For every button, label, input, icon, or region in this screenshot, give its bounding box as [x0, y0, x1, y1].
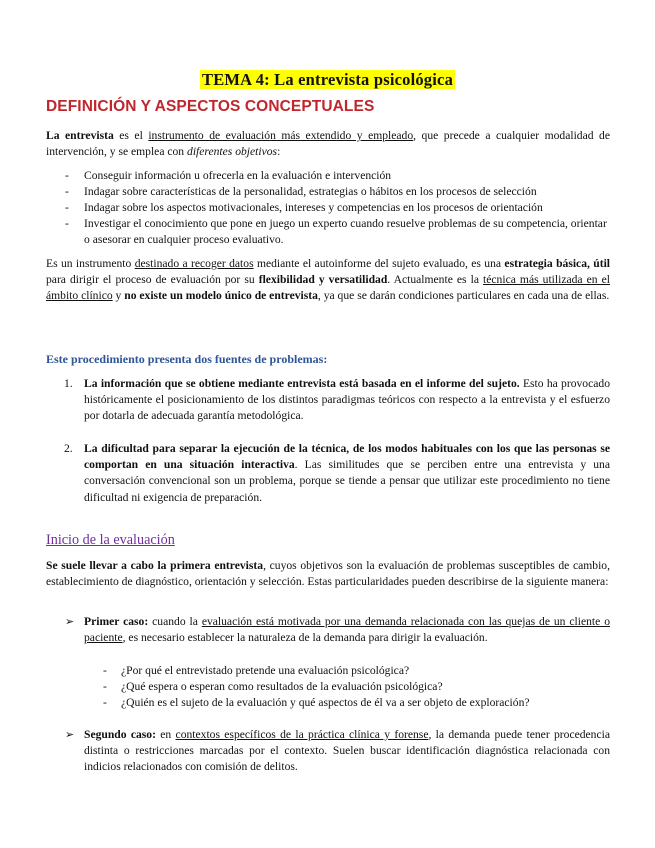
arrow-bullet-icon: ➢: [65, 729, 75, 741]
p2-text-3: para dirigir el proceso de evaluación por su: [46, 273, 259, 287]
problem-item-2: [84, 441, 610, 506]
list-dash: -: [103, 680, 107, 693]
objective-item-2: Indagar sobre características de la personalidad, estrategias o hábitos en los procesos de selección: [84, 185, 537, 198]
page-title: TEMA 4: La entrevista psicológica: [201, 70, 454, 89]
intro-text-2: , que precede a cualquier modalidad de intervención, y se emplea con: [46, 129, 610, 159]
p2-text-6: , ya que se darán condiciones particulares en cada una de ellas.: [317, 289, 610, 303]
p2-underline-2: técnica más utilizada en el ámbito clínico: [46, 273, 610, 303]
problem-1-bold: La información que se obtiene mediante entrevista está basada en el informe del sujeto.: [84, 377, 520, 390]
p2-bold-2: flexibilidad y versatilidad: [258, 273, 388, 287]
problem-2-bold: La dificultad para separar la ejecución de la técnica, de los modos habituales con los que las personas se comportan en una situación interactiva: [84, 442, 610, 472]
list-dash: -: [65, 217, 69, 230]
instrument-paragraph: [46, 256, 610, 305]
case-1-text-2: , es necesario establecer la naturaleza de la demanda para dirigir la evaluación.: [122, 631, 488, 645]
case-2-item: [84, 727, 610, 776]
intro-text-3: :: [277, 145, 281, 159]
list-dash: -: [65, 185, 69, 198]
intro-paragraph: [46, 128, 610, 160]
p3-bold: Se suele llevar a cabo la primera entrevista: [46, 559, 264, 572]
section-heading-definition: DEFINICIÓN Y ASPECTOS CONCEPTUALES: [46, 98, 375, 115]
intro-underline: instrumento de evaluación más extendido y empleado: [148, 129, 414, 142]
problem-item-1: [84, 376, 610, 425]
case-2-bold: Segundo caso:: [84, 728, 156, 741]
objective-item-3: Indagar sobre los aspectos motivacionales, intereses y competencias en los procesos de orientación: [84, 201, 543, 214]
problems-heading: Este procedimiento presenta dos fuentes de problemas:: [46, 352, 328, 366]
intro-text-1: es el: [113, 129, 149, 142]
case-1-bold: Primer caso:: [84, 615, 149, 628]
title-container: [0, 70, 655, 90]
first-interview-paragraph: [46, 558, 610, 590]
case-1-text-1: cuando la: [148, 615, 202, 628]
p2-underline-1: destinado a recoger datos: [134, 257, 254, 270]
objective-item-4: Investigar el conocimiento que pone en juego un experto cuando resuelve problemas de su competencia, orientar o asesorar en cualquier proceso evaluativo.: [84, 217, 607, 247]
p2-text-5: y: [112, 289, 125, 303]
intro-bold: La entrevista: [46, 129, 114, 142]
list-number: 1.: [64, 377, 73, 390]
problem-2-text: . Las similitudes que se perciben entre una entrevista y una conversación convencional son un problema, porque se tiende a pensar que utilizar este procedimiento no tiene dificultad ni exigencia de preparación.: [84, 458, 610, 504]
question-item-1: ¿Por qué el entrevistado pretende una evaluación psicológica?: [121, 664, 410, 677]
list-dash: -: [103, 696, 107, 709]
p2-text-2: mediante el autoinforme del sujeto evaluado, es una: [253, 257, 505, 270]
objective-item-1: Conseguir información u ofrecerla en la evaluación e intervención: [84, 169, 392, 182]
arrow-bullet-icon: ➢: [65, 616, 75, 628]
intro-italic: diferentes objetivos: [187, 145, 278, 159]
section-heading-inicio: Inicio de la evaluación: [46, 532, 175, 548]
p3-text: , cuyos objetivos son la evaluación de problemas susceptibles de cambio, establecimiento de diagnóstico, orientación y selección. Estas particularidades pueden describirse de la siguiente manera:: [46, 559, 611, 589]
question-item-2: ¿Qué espera o esperan como resultados de la evaluación psicológica?: [121, 680, 443, 693]
case-1-underline: evaluación está motivada por una demanda relacionada con las quejas de un cliente o paciente: [84, 615, 610, 645]
problem-1-text: Esto ha provocado históricamente el posicionamiento de los distintos paradigmas teóricos con respecto a la entrevista y el esfuerzo por dotarla de adecuada garantía metodológica.: [84, 377, 610, 423]
list-dash: -: [65, 169, 69, 182]
p2-text-1: Es un instrumento: [46, 257, 135, 270]
case-2-underline: contextos específicos de la práctica clínica y forense: [175, 728, 429, 741]
p2-text-4: . Actualmente es la: [387, 273, 484, 287]
list-dash: -: [103, 664, 107, 677]
list-dash: -: [65, 201, 69, 214]
p2-bold-1: estrategia básica, útil: [504, 257, 611, 270]
case-2-text-2: , la demanda puede tener procedencia distinta o restricciones marcadas por el contexto. Suelen buscar identificación diagnóstica relacionada con indicios relacionados con comisión de delitos.: [84, 728, 610, 774]
list-number: 2.: [64, 442, 73, 455]
question-item-3: ¿Quién es el sujeto de la evaluación y qué aspectos de él va a ser objeto de exploración?: [121, 696, 530, 709]
p2-bold-3: no existe un modelo único de entrevista: [124, 289, 318, 303]
case-2-text-1: en: [155, 728, 176, 741]
case-1-item: [84, 614, 610, 646]
